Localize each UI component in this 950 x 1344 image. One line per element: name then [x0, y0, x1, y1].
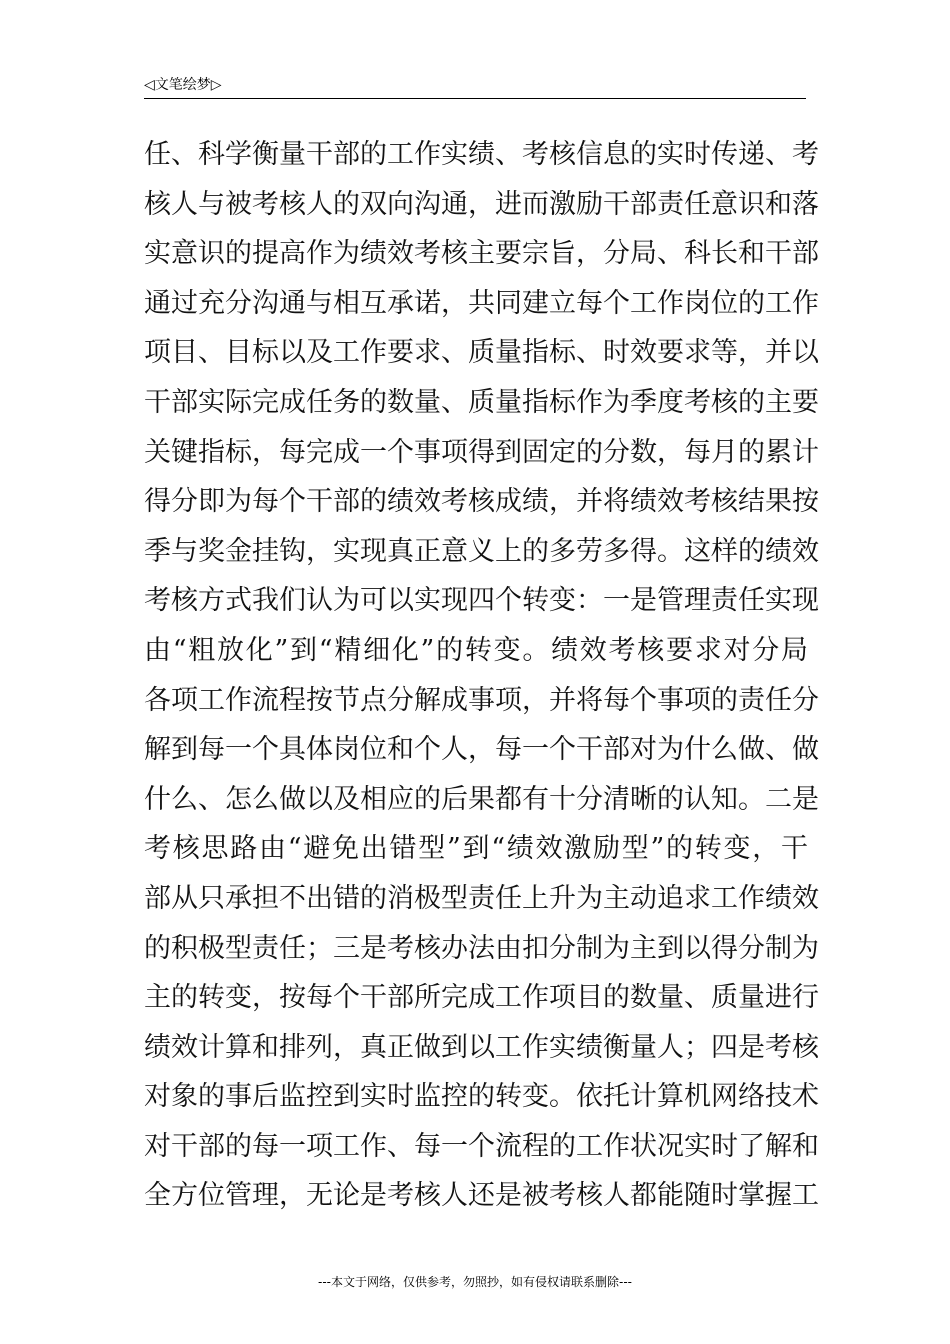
text-line: 任、科学衡量干部的工作实绩、考核信息的实时传递、考: [144, 139, 819, 170]
text-line: 通过充分沟通与相互承诺，共同建立每个工作岗位的工作: [144, 287, 819, 319]
text-line: 对象的事后监控到实时监控的转变。依托计算机网络技术: [144, 1081, 819, 1113]
text-line: 部从只承担不出错的消极型责任上升为主动追求工作绩效: [144, 882, 819, 914]
text-line: 对干部的每一项工作、每一个流程的工作状况实时了解和: [144, 1130, 819, 1162]
text-line: 项目、目标以及工作要求、质量指标、时效要求等，并以: [144, 337, 819, 369]
text-line: 关键指标，每完成一个事项得到固定的分数，每月的累计: [144, 436, 819, 468]
text-line: 由“粗放化”到“精细化”的转变。绩效考核要求对分局: [144, 634, 808, 666]
page-header: [144, 74, 806, 99]
text-line: 实意识的提高作为绩效考核主要宗旨，分局、科长和干部: [144, 238, 819, 270]
text-line: 解到每一个具体岗位和个人，每一个干部对为什么做、做: [144, 734, 819, 766]
text-line: 核人与被考核人的双向沟通，进而激励干部责任意识和落: [144, 188, 819, 220]
text-line: 季与奖金挂钩，实现真正意义上的多劳多得。这样的绩效: [144, 535, 819, 567]
text-line: 考核思路由“避免出错型”到“绩效激励型”的转变，干: [144, 833, 808, 865]
text-line: 的积极型责任；三是考核办法由扣分制为主到以得分制为: [144, 932, 819, 964]
text-line: 什么、怎么做以及相应的后果都有十分清晰的认知。二是: [144, 783, 819, 815]
text-line: 各项工作流程按节点分解成事项，并将每个事项的责任分: [144, 684, 819, 716]
body-text: [144, 130, 819, 1221]
text-line: 得分即为每个干部的绩效考核成绩，并将绩效考核结果按: [144, 486, 819, 518]
page-footer: ---本文于网络，仅供参考，勿照抄，如有侵权请联系删除---: [318, 1275, 632, 1289]
text-line: 干部实际完成任务的数量、质量指标作为季度考核的主要: [144, 386, 819, 418]
text-line: 考核方式我们认为可以实现四个转变：一是管理责任实现: [144, 585, 819, 617]
header-title: ◁文笔绘梦▷: [144, 77, 222, 93]
text-line: 全方位管理，无论是考核人还是被考核人都能随时掌握工: [144, 1180, 819, 1212]
text-line: 主的转变，按每个干部所完成工作项目的数量、质量进行: [144, 982, 819, 1014]
text-line: 绩效计算和排列，真正做到以工作实绩衡量人；四是考核: [144, 1031, 819, 1063]
